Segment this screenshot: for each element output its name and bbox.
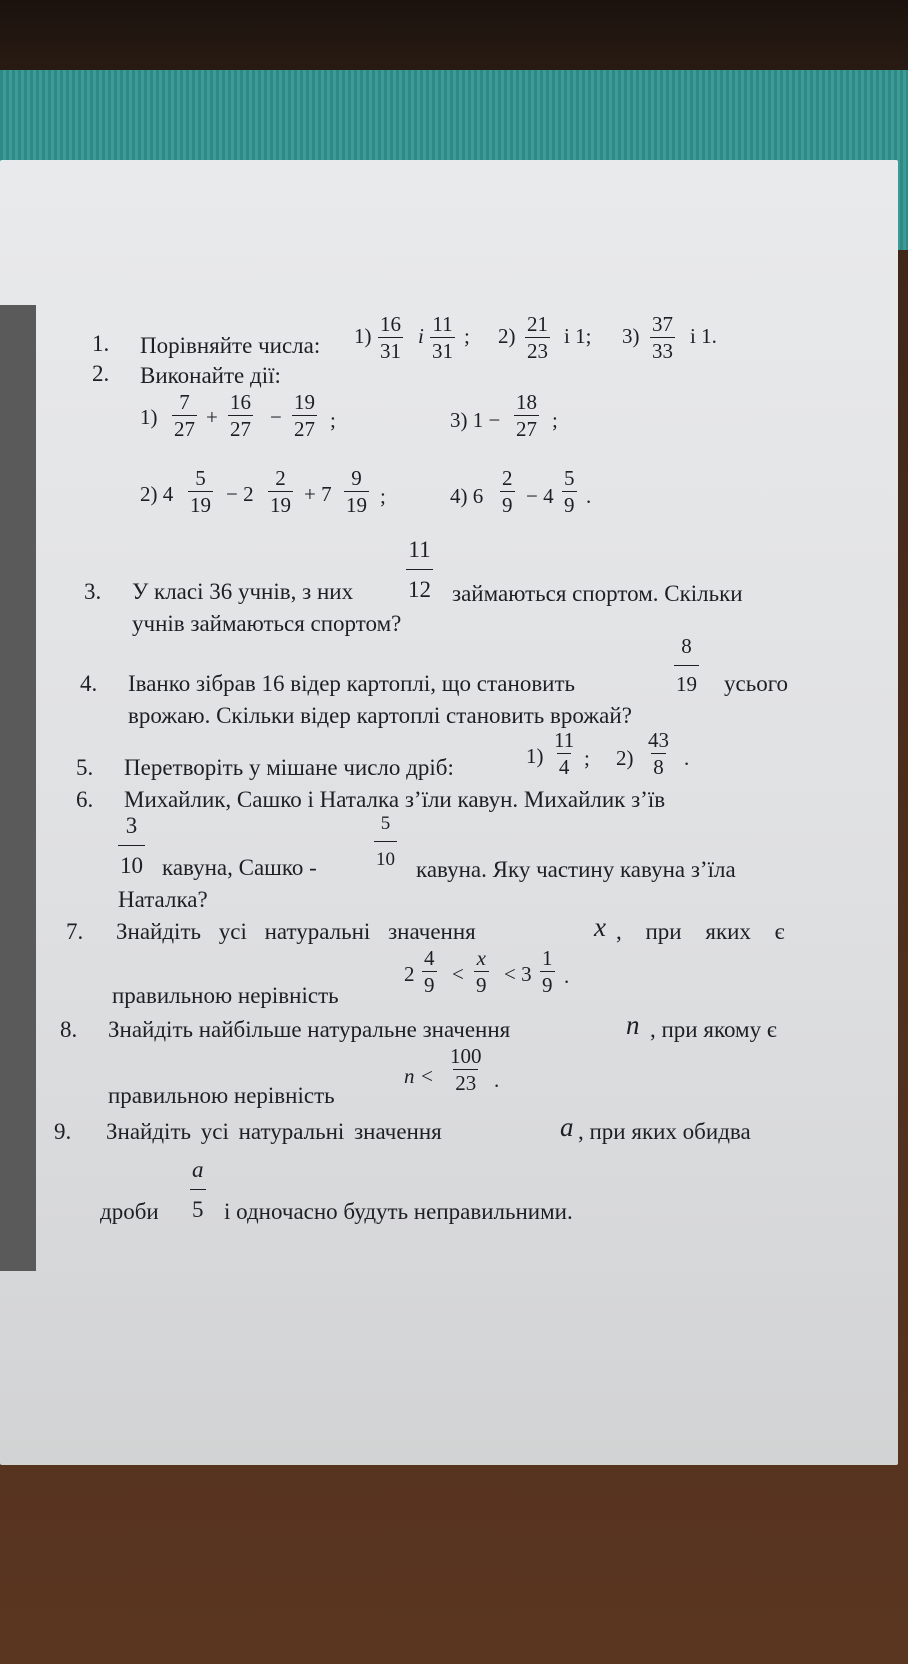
expr-1-frac-c: $\frac{19}{27}$: [294, 390, 315, 441]
task-8-end: .: [494, 1068, 500, 1092]
task-9-number: 9.: [54, 1119, 72, 1144]
task-8-fraction: $\frac{100}{23}$: [450, 1044, 482, 1095]
task-5-end: .: [684, 746, 690, 770]
expr-2-op-1: − 2: [226, 482, 254, 506]
expr-4-frac-b: $\frac{5}{9}$: [564, 466, 575, 517]
task-1-conj-1: і: [418, 324, 424, 348]
task-3-fraction: $\frac{11}{12}$: [408, 537, 431, 602]
task-7-fraction-3: $\frac{1}{9}$: [542, 946, 553, 997]
expr-2-frac-a: $\frac{5}{19}$: [190, 466, 211, 517]
task-1-label-2: 2): [498, 324, 516, 348]
expr-2-frac-c: $\frac{9}{19}$: [346, 466, 367, 517]
task-4-fraction: $\frac{8}{19}$: [676, 634, 697, 696]
task-3-line-2: учнів займаються спортом?: [132, 611, 402, 636]
task-9-line-1a: Знайдіть усі натуральні значення: [106, 1119, 442, 1144]
task-1-label-3: 3): [622, 324, 640, 348]
task-2-number: 2.: [92, 361, 110, 386]
task-5-fraction-1: $\frac{11}{4}$: [554, 728, 575, 779]
task-8-line-1b: , при якому є: [650, 1017, 777, 1042]
task-7-ineq-whole-1: 2: [404, 962, 415, 986]
expr-4-op: − 4: [526, 484, 554, 508]
expr-4-frac-a: $\frac{2}{9}$: [502, 466, 513, 517]
task-7-lt-2: < 3: [504, 962, 532, 986]
task-5-number: 5.: [76, 755, 94, 780]
task-2-text: Виконайте дії:: [140, 363, 281, 388]
expr-1-end: ;: [330, 408, 336, 432]
expr-1-op-1: +: [206, 405, 218, 429]
task-9-line-2a: дроби: [100, 1199, 159, 1224]
expr-2-end: ;: [380, 484, 386, 508]
task-5-label-2: 2): [616, 746, 634, 770]
task-1-label-1: 1): [354, 324, 372, 348]
task-7-line-1a: Знайдіть усі натуральні значення: [116, 919, 476, 944]
expr-1-op-2: −: [270, 405, 282, 429]
task-3-line-1b: займаються спортом. Скільки: [452, 581, 743, 606]
expr-3-frac: $\frac{18}{27}$: [516, 390, 537, 441]
task-1-tail-2: і 1;: [564, 324, 592, 348]
expr-1-frac-a: $\frac{7}{27}$: [174, 390, 195, 441]
expr-1-frac-b: $\frac{16}{27}$: [230, 390, 251, 441]
task-7-end: .: [564, 964, 570, 988]
task-9-line-1b: , при яких обидва: [578, 1119, 751, 1144]
task-9-fraction: $\frac{a}{5}$: [192, 1157, 204, 1222]
task-5-text: Перетворіть у мішане число дріб:: [124, 755, 454, 780]
task-4-line-1b: усього: [724, 671, 789, 696]
task-8-line-2: правильною нерівність: [108, 1083, 335, 1108]
dark-background-top: [0, 0, 908, 80]
task-1-fraction-4: $\frac{37}{33}$: [652, 312, 673, 363]
task-6-fraction-1: $\frac{3}{10}$: [120, 813, 143, 878]
expr-3-label: 3) 1 −: [450, 408, 501, 432]
task-7-number: 7.: [66, 919, 84, 944]
task-6-line-3: Наталка?: [118, 887, 208, 912]
task-7-line-2: правильною нерівність: [112, 983, 339, 1008]
task-4-line-2: врожаю. Скільки відер картоплі становить врожай?: [128, 703, 632, 728]
task-6-line-2b: кавуна. Яку частину кавуна з’їла: [416, 857, 736, 882]
task-3-line-1a: У класі 36 учнів, з них: [132, 579, 354, 604]
task-5-label-1: 1): [526, 744, 544, 768]
expr-2-op-2: + 7: [304, 482, 332, 506]
task-6-fraction-2: $\frac{5}{10}$: [376, 813, 395, 870]
task-8-ineq: n <: [404, 1064, 434, 1088]
task-1-fraction-3: $\frac{21}{23}$: [527, 312, 548, 363]
task-6-line-1: Михайлик, Сашко і Наталка з’їли кавун. Михайлик з’їв: [124, 787, 666, 812]
task-1-tail-3: і 1.: [690, 324, 717, 348]
expr-3-end: ;: [552, 408, 558, 432]
task-7-fraction-2: $\frac{x}{9}$: [476, 946, 487, 997]
task-8-line-1a: Знайдіть найбільше натуральне значення: [108, 1017, 511, 1042]
binder-spine: [0, 305, 36, 1271]
task-5-fraction-2: $\frac{43}{8}$: [648, 728, 669, 779]
task-9-variable: a: [560, 1112, 574, 1142]
task-1-number: 1.: [92, 331, 110, 356]
task-8-number: 8.: [60, 1017, 78, 1042]
task-7-line-1b: , при яких є: [616, 919, 785, 944]
task-4-number: 4.: [80, 671, 98, 696]
task-4-line-1a: Іванко зібрав 16 відер картоплі, що становить: [128, 671, 576, 696]
task-8-variable: n: [626, 1010, 640, 1040]
task-7-variable: x: [594, 912, 606, 942]
expr-1-label: 1): [140, 405, 158, 429]
expr-2-frac-b: $\frac{2}{19}$: [270, 466, 291, 517]
task-6-middle: кавуна, Сашко -: [162, 855, 317, 880]
task-1-sep: ;: [464, 324, 470, 348]
expr-4-label: 4) 6: [450, 484, 484, 508]
task-1-text: Порівняйте числа:: [140, 333, 321, 358]
task-7-lt-1: <: [452, 962, 464, 986]
task-7-fraction-1: $\frac{4}{9}$: [424, 946, 435, 997]
task-5-sep: ;: [584, 746, 590, 770]
task-3-number: 3.: [84, 579, 102, 604]
expr-2-label: 2) 4: [140, 482, 174, 506]
task-1-fraction-1: $\frac{16}{31}$: [380, 312, 401, 363]
task-1-fraction-2: $\frac{11}{31}$: [432, 312, 453, 363]
task-6-number: 6.: [76, 787, 94, 812]
task-9-line-2b: і одночасно будуть неправильними.: [224, 1199, 573, 1224]
expr-4-end: .: [586, 484, 592, 508]
